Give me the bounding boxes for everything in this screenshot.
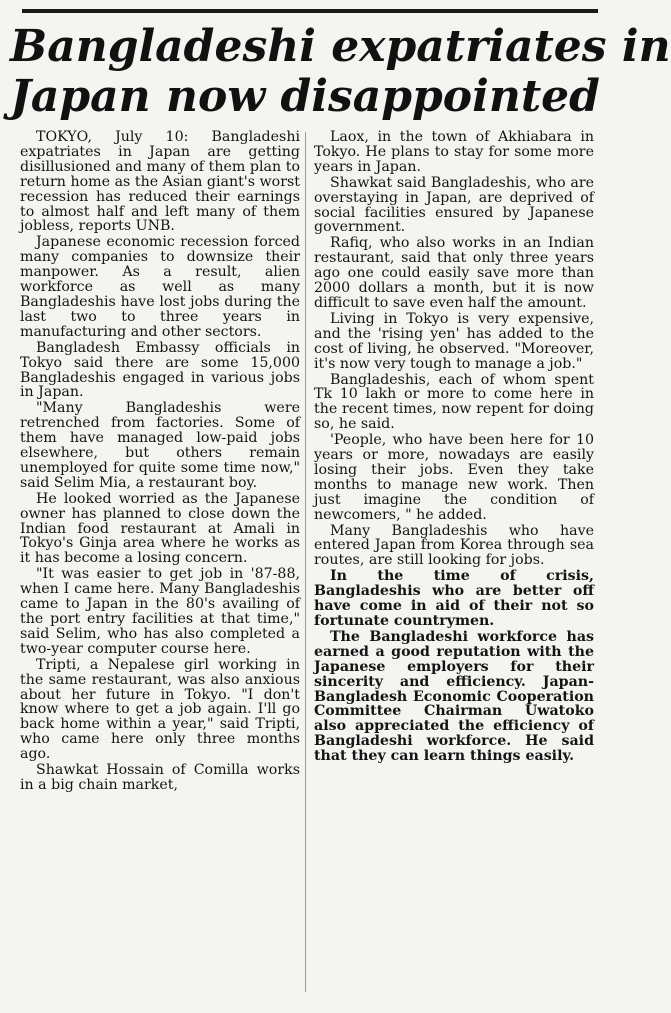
right-column — [314, 130, 594, 764]
paragraph: Laox, in the town of Akhiabara in Tokyo. He plans to stay for some more years in Japan. — [314, 129, 594, 175]
paragraph: Bangladeshis, each of whom spent Tk 10 lakh or more to come here in the recent times, now repent for doing so, he said. — [314, 371, 594, 433]
paragraph: The Bangladeshi workforce has earned a good reputation with the Japanese employers for their sincerity and efficiency. Japan-Bangladesh Economic Cooperation Committee Chairman Uwatoko also appreciated the efficiency of Bangladeshi workforce. He said that they can learn things easily. — [314, 628, 594, 765]
paragraph: In the time of crisis, Bangladeshis who are better off have come in aid of their not so fortunate countrymen. — [314, 568, 594, 629]
paragraph: "It was easier to get job in '87-88, when I came here. Many Bangladeshis came to Japan in the 80's availing of the port entry facilities at that time," said Selim, who has also completed a two-year computer course here. — [20, 566, 300, 657]
left-column — [20, 130, 300, 793]
paragraph: Bangladesh Embassy officials in Tokyo said there are some 15,000 Bangladeshis engaged in various jobs in Japan. — [20, 339, 300, 401]
paragraph: Shawkat Hossain of Comilla works in a big chain market, — [20, 762, 300, 793]
headline-line-2: Japan now disappointed — [10, 71, 600, 122]
paragraph: Living in Tokyo is very expensive, and the 'rising yen' has added to the cost of living, he observed. "Moreover, it's now very tough to manage a job." — [314, 310, 594, 372]
paragraph: Japanese economic recession forced many companies to downsize their manpower. As a result, alien workforce as well as many Bangladeshis have lost jobs during the last two to three years in manufacturing and other sectors. — [20, 234, 300, 340]
top-rule — [22, 9, 598, 13]
paragraph: TOKYO, July 10: Bangladeshi expatriates in Japan are getting disillusioned and many of them plan to return home as the Asian giant's worst recession has reduced their earnings to almost half and left many of them jobless, reports UNB. — [20, 129, 300, 235]
headline-line-1: Bangladeshi expatriates in — [10, 21, 671, 72]
paragraph: Rafiq, who also works in an Indian restaurant, said that only three years ago one could easily save more than 2000 dollars a month, but it is now difficult to save even half the amount. — [314, 235, 594, 311]
paragraph: He looked worried as the Japanese owner has planned to close down the Indian food restaurant at Amali in Tokyo's Ginja area where he works as it has become a losing concern. — [20, 490, 300, 567]
paragraph: 'People, who have been here for 10 years or more, nowadays are easily losing their jobs. Even they take months to manage new work. Then just imagine the condition of newcomers, " he added. — [314, 432, 594, 523]
paragraph: "Many Bangladeshis were retrenched from factories. Some of them have managed low-paid jobs elsewhere, but others remain unemployed for quite some time now," said Selim Mia, a restaurant boy. — [20, 400, 300, 491]
paragraph: Many Bangladeshis who have entered Japan from Korea through sea routes, are still looking for jobs. — [314, 522, 594, 569]
paragraph: Shawkat said Bangladeshis, who are overstaying in Japan, are deprived of social facilities ensured by Japanese government. — [314, 174, 594, 236]
column-divider — [305, 132, 306, 992]
headline — [10, 21, 671, 122]
paragraph: Tripti, a Nepalese girl working in the same restaurant, was also anxious about her future in Tokyo. "I don't know where to get a job again. I'll go back home within a year," said Tripti, who came here only three months ago. — [20, 656, 300, 763]
